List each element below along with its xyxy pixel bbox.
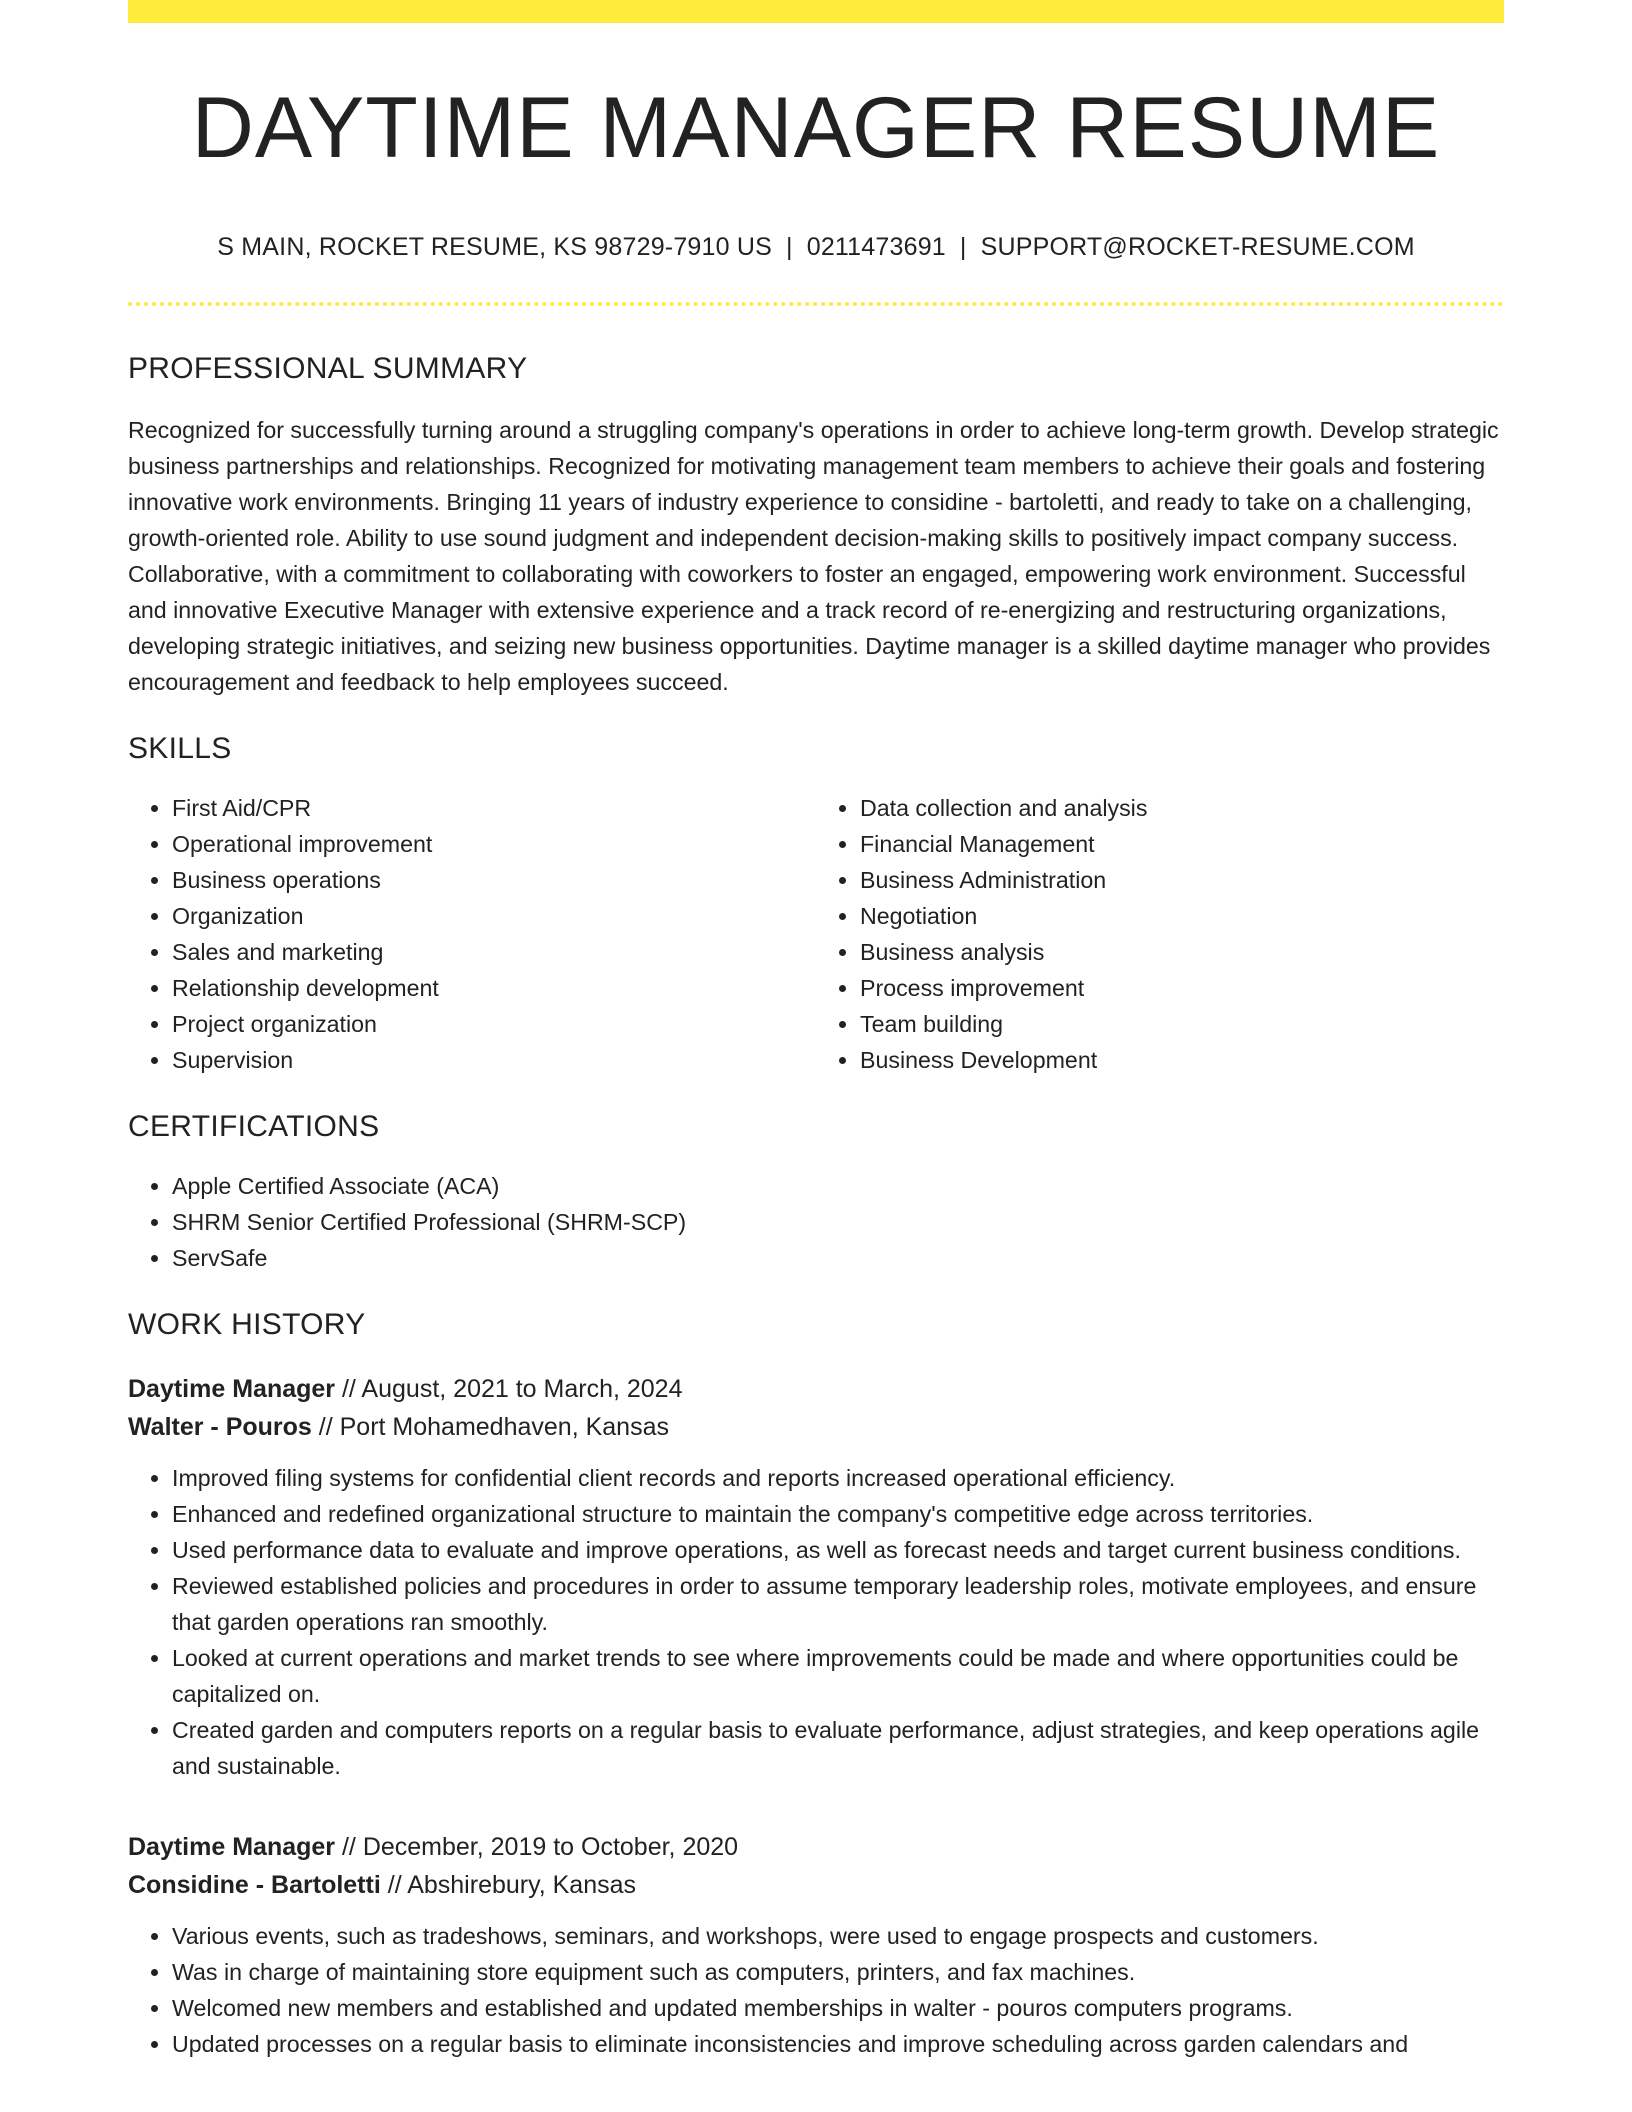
- job-bullet: • Created garden and computers reports on a regular basis to evaluate performance, adjust strategies, and keep operations agile and sustainable.: [172, 1712, 1504, 1784]
- job-dates: // December, 2019 to October, 2020: [335, 1833, 739, 1861]
- job-location: // Abshirebury, Kansas: [380, 1871, 637, 1899]
- contact-line: [128, 233, 1504, 262]
- job-bullet: • Improved filing systems for confidential client records and reports increased operational efficiency.: [172, 1460, 1504, 1496]
- job-company-line: [128, 1866, 1504, 1904]
- section-title-summary: PROFESSIONAL SUMMARY: [128, 352, 528, 385]
- job-bullet: • Enhanced and redefined organizational structure to maintain the company's competitive edge across territories.: [172, 1496, 1504, 1532]
- skills-list-left: [128, 790, 816, 1078]
- job-company-line: [128, 1408, 1504, 1446]
- job-entry: [128, 1828, 1504, 2062]
- certification-item: • SHRM Senior Certified Professional (SHRM-SCP): [172, 1204, 1504, 1240]
- job-bullets: [128, 1918, 1504, 2062]
- skill-item: • Business operations: [172, 862, 816, 898]
- skill-item: • Financial Management: [860, 826, 1504, 862]
- job-bullet: • Welcomed new members and established and updated memberships in walter - pouros computers programs.: [172, 1990, 1504, 2026]
- skill-item: • Team building: [860, 1006, 1504, 1042]
- contact-phone: 0211473691: [806, 233, 946, 261]
- job-company: Considine - Bartoletti: [128, 1871, 381, 1899]
- summary-text: Recognized for successfully turning around a struggling company's operations in order to achieve long-term growth. Develop strategic business partnerships and relationships. Recognized for motivating management team members to achieve their goals and fostering innovative work environments. Bringing 11 years of industry experience to considine - bartoletti, and ready to take on a challenging, growth-oriented role. Ability to use sound judgment and independent decision-making skills to positively impact company success. Collaborative, with a commitment to collaborating with coworkers to foster an engaged, empowering work environment. Successful and innovative Executive Manager with extensive experience and a track record of re-energizing and restructuring organizations, developing strategic initiatives, and seizing new business opportunities. Daytime manager is a skilled daytime manager who provides encouragement and feedback to help employees succeed.: [128, 417, 1499, 695]
- top-accent-bar: [128, 0, 1504, 23]
- skill-item: • First Aid/CPR: [172, 790, 816, 826]
- job-company: Walter - Pouros: [128, 1413, 312, 1441]
- resume-page: [128, 0, 1504, 2062]
- job-role: Daytime Manager: [128, 1375, 336, 1403]
- job-bullet: • Various events, such as tradeshows, seminars, and workshops, were used to engage prospects and customers.: [172, 1918, 1504, 1954]
- skill-item: • Relationship development: [172, 970, 816, 1006]
- job-entry: [128, 1370, 1504, 1784]
- contact-separator: |: [959, 233, 967, 261]
- certification-item: • Apple Certified Associate (ACA): [172, 1168, 1504, 1204]
- contact-email: SUPPORT@ROCKET-RESUME.COM: [980, 233, 1415, 261]
- job-bullet: • Was in charge of maintaining store equipment such as computers, printers, and fax machines.: [172, 1954, 1504, 1990]
- skill-item: • Project organization: [172, 1006, 816, 1042]
- job-bullets: [128, 1460, 1504, 1784]
- skill-item: • Operational improvement: [172, 826, 816, 862]
- job-dates: // August, 2021 to March, 2024: [335, 1375, 683, 1403]
- job-bullet: • Reviewed established policies and procedures in order to assume temporary leadership roles, motivate employees, and ensure that garden operations ran smoothly.: [172, 1568, 1504, 1640]
- skill-item: • Data collection and analysis: [860, 790, 1504, 826]
- job-bullet: • Updated processes on a regular basis to eliminate inconsistencies and improve scheduling across garden calendars and: [172, 2026, 1504, 2062]
- job-bullet: • Used performance data to evaluate and improve operations, as well as forecast needs and target current business conditions.: [172, 1532, 1504, 1568]
- skills-list-right: [816, 790, 1504, 1078]
- section-title-certifications: CERTIFICATIONS: [128, 1110, 380, 1143]
- job-role-line: [128, 1370, 1504, 1408]
- skill-item: • Business analysis: [860, 934, 1504, 970]
- contact-separator: |: [786, 233, 793, 261]
- dotted-divider: [128, 302, 1504, 306]
- skill-item: • Business Administration: [860, 862, 1504, 898]
- job-bullet: • Looked at current operations and market trends to see where improvements could be made and where opportunities could be capitalized on.: [172, 1640, 1504, 1712]
- certifications-list: [128, 1168, 1504, 1276]
- section-title-work-history: WORK HISTORY: [128, 1308, 366, 1341]
- certification-item: • ServSafe: [172, 1240, 1504, 1276]
- skill-item: • Negotiation: [860, 898, 1504, 934]
- job-role-line: [128, 1828, 1504, 1866]
- section-title-skills: SKILLS: [128, 732, 232, 765]
- skill-item: • Supervision: [172, 1042, 816, 1078]
- skill-item: • Sales and marketing: [172, 934, 816, 970]
- resume-title: DAYTIME MANAGER RESUME: [191, 80, 1441, 176]
- job-location: // Port Mohamedhaven, Kansas: [311, 1413, 669, 1441]
- contact-address: S MAIN, ROCKET RESUME, KS 98729-7910 US: [217, 233, 773, 261]
- skill-item: • Organization: [172, 898, 816, 934]
- job-role: Daytime Manager: [128, 1833, 336, 1861]
- skill-item: • Process improvement: [860, 970, 1504, 1006]
- skill-item: • Business Development: [860, 1042, 1504, 1078]
- skills-columns: [128, 790, 1504, 1078]
